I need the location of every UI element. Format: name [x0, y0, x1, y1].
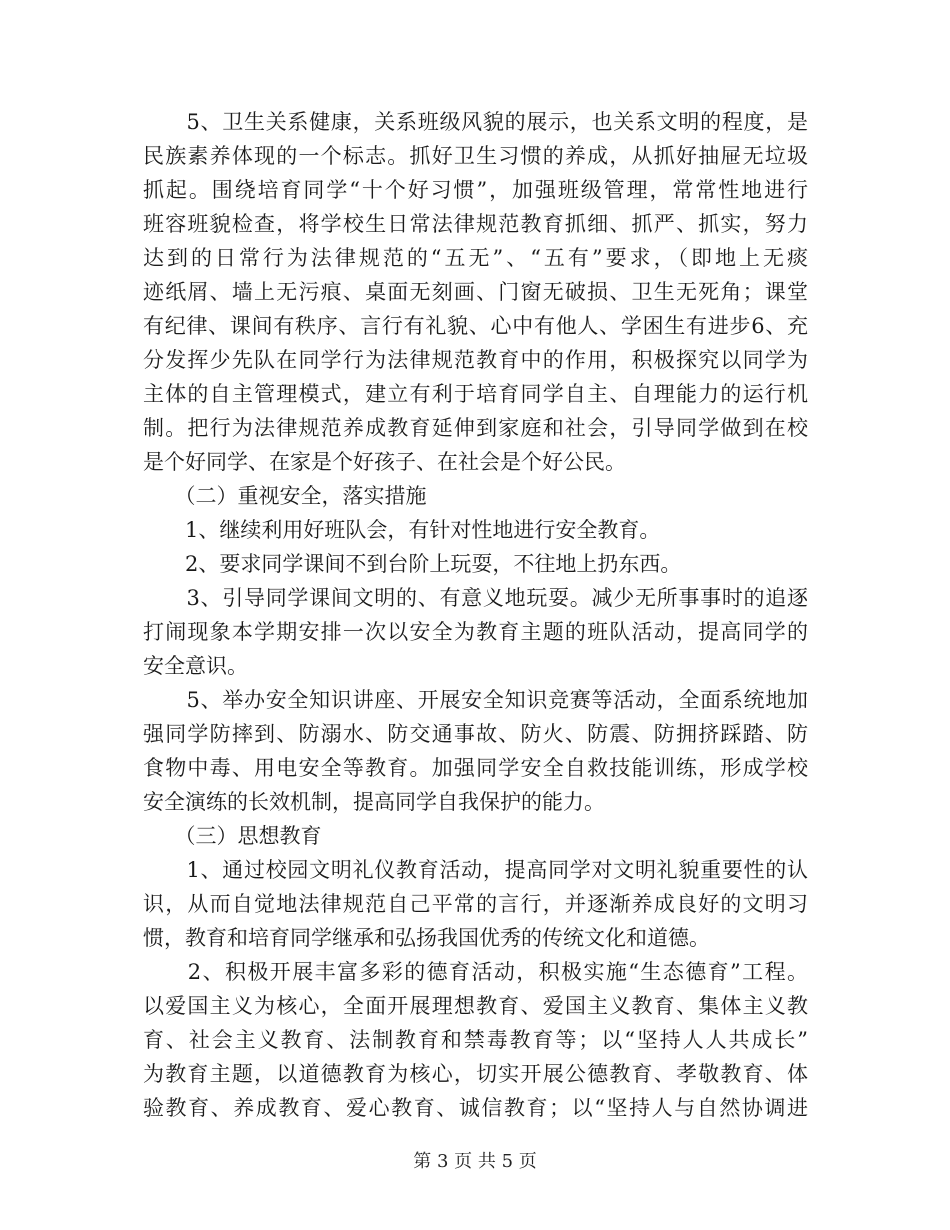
- text-line: 分发挥少先队在同学行为法律规范教育中的作用，积极探究以同学为: [143, 348, 808, 372]
- text-line: 安全演练的长效机制，提高同学自我保护的能力。: [143, 790, 605, 814]
- text-line: 主体的自主管理模式，建立有利于培育同学自主、自理能力的运行机: [143, 382, 808, 406]
- text-line: 为教育主题，以道德教育为核心，切实开展公德教育、孝敬教育、体: [143, 1062, 808, 1086]
- text-line: 以爱国主义为核心，全面开展理想教育、爱国主义教育、集体主义教: [143, 994, 808, 1018]
- text-line: 5、举办安全知识讲座、开展安全知识竞赛等活动，全面系统地加: [143, 688, 808, 712]
- text-line: 验教育、养成教育、爱心教育、诚信教育；以“坚持人与自然协调进: [143, 1096, 808, 1120]
- text-line: 育、社会主义教育、法制教育和禁毒教育等；以“坚持人人共成长”: [143, 1028, 808, 1052]
- document-body: [143, 105, 808, 1125]
- section-heading: （二）重视安全，落实措施: [143, 484, 427, 508]
- text-line: 3、引导同学课间文明的、有意义地玩耍。减少无所事事时的追逐: [143, 586, 808, 610]
- text-line: 打闹现象本学期安排一次以安全为教育主题的班队活动，提高同学的: [143, 620, 808, 644]
- text-line: 5、卫生关系健康，关系班级风貌的展示，也关系文明的程度，是: [143, 110, 808, 134]
- text-line: 班容班貌检查，将学校生日常法律规范教育抓细、抓严、抓实，努力: [143, 212, 808, 236]
- text-line: 1、继续利用好班队会，有针对性地进行安全教育。: [143, 518, 661, 542]
- text-line: 制。把行为法律规范养成教育延伸到家庭和社会，引导同学做到在校: [143, 416, 808, 440]
- text-line: 安全意识。: [143, 654, 248, 678]
- text-line: 是个好同学、在家是个好孩子、在社会是个好公民。: [143, 450, 626, 474]
- text-line: 2、要求同学课间不到台阶上玩耍，不往地上扔东西。: [143, 552, 682, 576]
- section-heading: （三）思想教育: [143, 824, 322, 848]
- text-line: 强同学防摔到、防溺水、防交通事故、防火、防震、防拥挤踩踏、防: [143, 722, 808, 746]
- text-line: 识，从而自觉地法律规范自己平常的言行，并逐渐养成良好的文明习: [143, 892, 808, 916]
- page-footer: 第 3 页 共 5 页: [413, 1151, 537, 1172]
- text-line: 民族素养体现的一个标志。抓好卫生习惯的养成，从抓好抽屉无垃圾: [143, 144, 808, 168]
- text-line: 抓起。围绕培育同学“十个好习惯”，加强班级管理，常常性地进行: [143, 178, 808, 202]
- text-line: 迹纸屑、墙上无污痕、桌面无刻画、门窗无破损、卫生无死角；课堂: [143, 280, 808, 304]
- text-line: 达到的日常行为法律规范的“五无”、“五有”要求，（即地上无痰: [143, 246, 808, 270]
- text-line: 食物中毒、用电安全等教育。加强同学安全自救技能训练，形成学校: [143, 756, 808, 780]
- text-line: 有纪律、课间有秩序、言行有礼貌、心中有他人、学困生有进步6、充: [143, 314, 808, 338]
- text-line: 惯，教育和培育同学继承和弘扬我国优秀的传统文化和道德。: [143, 926, 710, 950]
- text-line: 2、积极开展丰富多彩的德育活动，积极实施“生态德育”工程。: [143, 960, 808, 984]
- text-line: 1、通过校园文明礼仪教育活动，提高同学对文明礼貌重要性的认: [143, 858, 808, 882]
